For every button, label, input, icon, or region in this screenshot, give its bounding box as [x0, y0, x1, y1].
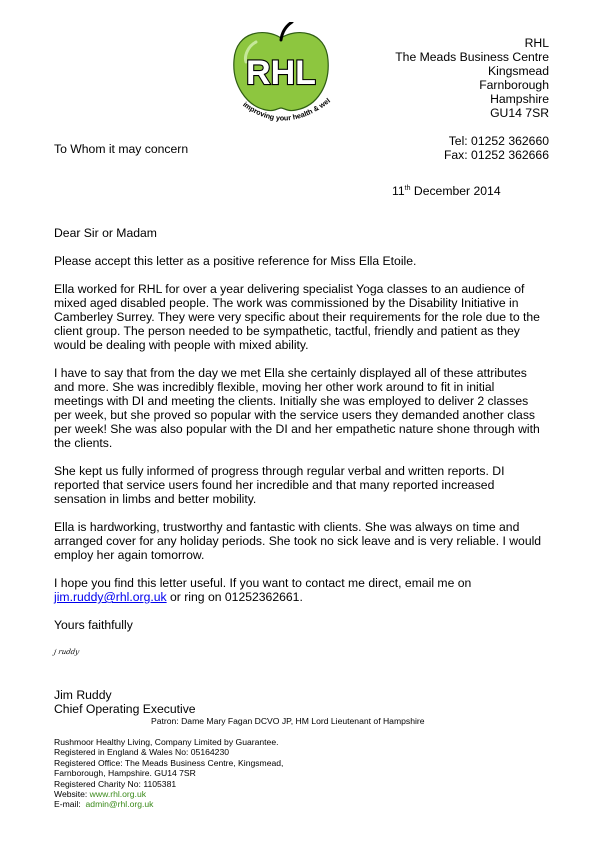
sender-phone-block — [444, 134, 549, 162]
rhl-logo — [226, 22, 336, 140]
body-paragraph: I have to say that from the day we met Ella she certainly displayed all of these attributes and more. She was incredibly flexible, moving her other work around to fit in initial meetings with DI and meeting the clients. Initially she was employed to deliver 2 classes per week, but she proved so popular with the service users they demanded another class per week! She was also popular with the DI and her empathetic nature shone through with the clients. — [54, 366, 540, 450]
body-paragraph: She kept us fully informed of progress through regular verbal and written reports. DI reported that service users found her incredible and that many reported increased sensation in limbs and better mobility. — [54, 464, 505, 506]
address-line: Farnborough — [479, 78, 549, 92]
closing: Yours faithfully — [54, 618, 133, 632]
signatory-title: Chief Operating Executive — [54, 702, 196, 716]
contact-prefix: I hope you find this letter useful. If you want to contact me direct, email me on — [54, 576, 472, 590]
address-line: GU14 7SR — [490, 106, 549, 120]
recipient: To Whom it may concern — [54, 142, 189, 156]
body-paragraph: Ella worked for RHL for over a year delivering specialist Yoga classes to an audience of mixed aged disabled people. The work was commissioned by the Disability Initiative in Camberley Surrey. They were very specific about their requirements for the role due to the client group. The person needed to be sympathetic, tactful, friendly and patient as they would be dealing with people with mixed ability. — [54, 282, 540, 352]
contact-suffix: or ring on 01252362661. — [166, 590, 303, 604]
sender-address — [395, 36, 549, 120]
footer-email-link[interactable]: admin@rhl.org.uk — [85, 799, 154, 810]
body-paragraph: Ella is hardworking, trustworthy and fantastic with clients. She was always on time and arranged cover for any holiday periods. She took no sick leave and is very reliable. I would employ her again tomorrow. — [54, 520, 542, 562]
contact-paragraph — [54, 576, 544, 604]
footer-email-row: E-mail: admin@rhl.org.uk — [54, 799, 154, 810]
body-paragraph: Please accept this letter as a positive reference for Miss Ella Etoile. — [54, 254, 417, 268]
address-line: RHL — [524, 36, 549, 50]
footer-charity: Registered Charity No: 1105381 — [54, 778, 177, 789]
address-line: Hampshire — [490, 92, 549, 106]
signature: j ruddy — [53, 648, 80, 656]
signatory-name: Jim Ruddy — [54, 688, 112, 702]
address-line: The Meads Business Centre — [395, 50, 549, 64]
signatory-block — [54, 688, 196, 716]
fax: Fax: 01252 362666 — [443, 148, 549, 162]
logo-tagline: improving your health & wel — [241, 95, 332, 123]
apple-logo-icon — [226, 22, 336, 140]
address-line: Kingsmead — [488, 64, 549, 78]
email-link[interactable]: jim.ruddy@rhl.org.uk — [54, 590, 167, 604]
footer-registered: Registered in England & Wales No: 05164230 — [54, 747, 230, 758]
patron-line: Patron: Dame Mary Fagan DCVO JP, HM Lord Lieutenant of Hampshire — [151, 716, 425, 726]
telephone: Tel: 01252 362660 — [448, 134, 549, 148]
letter-date — [392, 184, 501, 198]
footer-company: Rushmoor Healthy Living, Company Limited by Guarantee. — [54, 737, 279, 747]
salutation: Dear Sir or Madam — [54, 226, 157, 240]
footer-company-info — [54, 737, 283, 810]
date-rest: December 2014 — [410, 184, 501, 198]
website-link[interactable]: www.rhl.org.uk — [89, 789, 147, 800]
date-day: 11 — [392, 184, 405, 198]
footer-office-line2: Farnborough, Hampshire. GU14 7SR — [54, 768, 196, 779]
footer-office-line1: Registered Office: The Meads Business Centre, Kingsmead, — [54, 757, 284, 768]
date-suffix: th — [404, 184, 411, 192]
logo-wordmark: RHL — [246, 54, 316, 92]
footer-website-row: Website: www.rhl.org.uk — [54, 789, 147, 800]
